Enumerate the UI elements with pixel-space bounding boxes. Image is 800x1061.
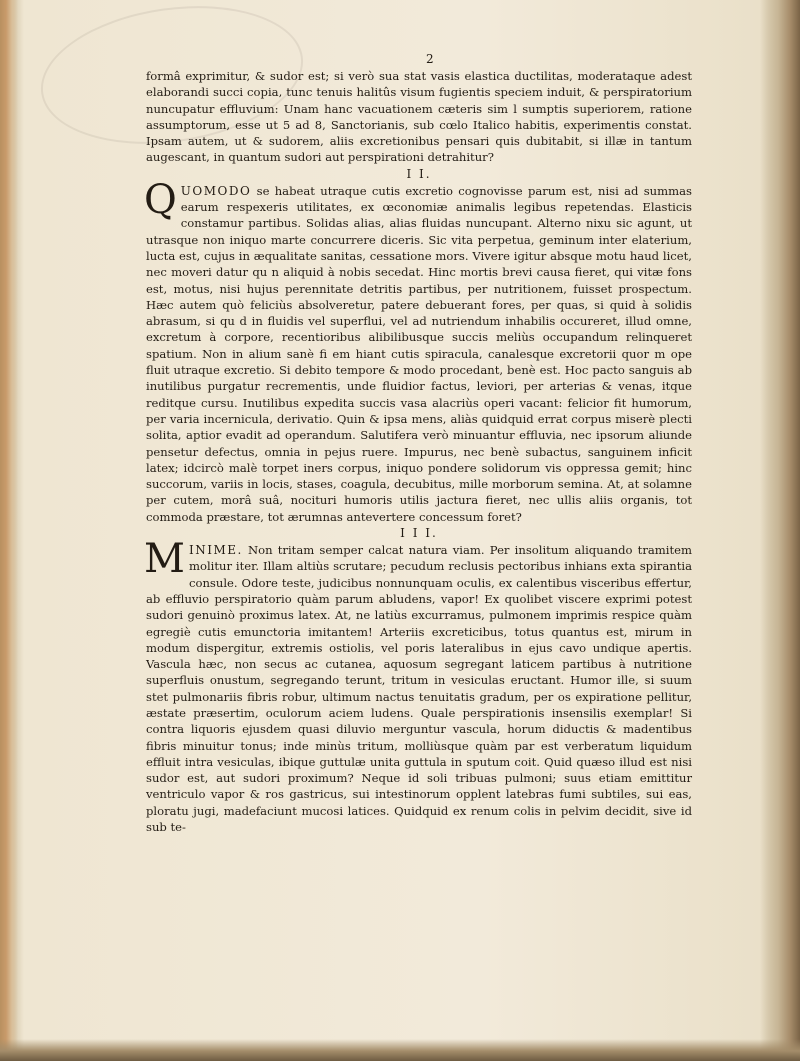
paragraph-2 — [144, 176, 692, 525]
page-bottom-edge — [0, 1039, 800, 1061]
lead-word-2: UOMODO — [180, 183, 252, 198]
section-number-2: I I. — [406, 166, 432, 181]
page-left-edge — [0, 0, 18, 1061]
page-right-edge — [760, 0, 800, 1061]
paragraph-2-text: se habeat utraque cutis excretio cognovisse parum est, nisi ad summas earum respexeris utilitates, ex œconomiæ animalis legibus repetendas. Elasticis constamur partibus. Solidas alias, alias fluidas nuncupant. Alterno nixu sic agunt, ut utrasque non iniquo marte concurrere diceris. Sic vita perpetua, geminum inter elaterium, lucta est, cujus in æqualitate sanitas, cessatione mors. Vivere igitur absque motu haud licet, nec moveri datur qu n aliquid à nobis secedat. Hinc mortis brevi causa fieret, qui vitæ fons est, motus, nisi hujus perennitate detritis partibus, per nutritionem, fuisset prospectum. Hæc autem quò feliciùs absolveretur, patere debuerant fores, per quas, si quid à solidis abrasum, si qu d in fluidis vel superflui, vel ad nutriendum inhabilis occureret, illud omne, excretum à corpore, recentioribus alibilibusque succis meliùs occupandum relinqueret spatium. Non in alium sanè fi em hiant cutis spiracula, canalesque excretorii quor m ope fluit utraque excretio. Si debito tempore & modo procedant, benè est. Hoc pacto sanguis ab inutilibus purgatur recrementis, unde fluidior factus, leviori, per arterias & venas, itque reditque cursu. Inutilibus expedita succis vasa alacriùs operi vacant: felicior fit humorum, per varia incernicula, derivatio. Quin & ipsa mens, aliàs quidquid errat corpus miserè plecti solita, aptior evadit ad operandum. Salutifera verò minuantur effluvia, nec ipsorum aliunde pensetur defectus, omnia in pejus ruere. Impurus, nec benè subactus, sanguinem inficit latex; idcircò malè torpet iners corpus, iniquo pondere solidorum vis oppressa gemit; hinc succorum, variis in locis, stases, coagula, decubitus, mille morborum semina. At, at solamne per cutem, morâ suâ, nocituri humoris utilis jactura fieret, nec ullis aliis organis, tot commoda præstare, tot ærumnas antevertere concessum foret? — [146, 183, 692, 524]
drop-cap-m: M — [144, 536, 185, 583]
paragraph-3-text: Non tritam semper calcat natura viam. Per insolitum aliquando tramitem molitur iter. Illam altiùs scrutare; pecudum reclusis pectoribus inhians exta spirantia consule. Odore teste, judicibus nonnunquam oculis, ex calentibus visceribus effertur, ab effluvio perspiratorio quàm parum abludens, vapor! Ex quolibet viscere exprimi potest sudori genuinò proximus latex. At, ne latiùs excurramus, pulmonem imprimis respice quàm egregiè cutis emunctoria imitantem! Arteriis excreticibus, totus quantus est, mirum in modum dispergitur, extremis ostiolis, vel poris lateralibus in ejus cavo undique apertis. Vascula hæc, non secus ac cutanea, aquosum segregant laticem partibus à nutritione superfluis onustum, segregando terunt, tritum in vesiculas eructant. Humor ille, si suum stet pulmonariis fibris robur, ultimum nactus tenuitatis gradum, per os expiratione pellitur, æstate præsertim, oculorum aciem ludens. Quale perspirationis insensilis exemplar! Si contra liquoris ejusdem quasi diluvio merguntur vascula, horum diductis & madentibus fibris minuitur tonus; inde minùs tritum, molliùsque quàm par est verberatum liquidum effluit intra vesiculas, ibique guttulæ unita guttula in sputum coit. Quid quæso illud est nisi sudor est, aut sudori proximum? Neque id soli tribuas pulmoni; suus etiam emittitur ventriculo vapor & ros gastricus, sui intestinorum opplent latebras fumi subtiles, sui eas, ploratu jugi, madefaciunt mucosi latices. Quidquid ex renum colis in pelvim decidit, sive id sub te- — [146, 543, 692, 835]
lead-word-3: INIME. — [188, 543, 243, 558]
text-block — [146, 52, 692, 835]
page-number: 2 — [426, 52, 434, 66]
drop-cap-q: Q — [144, 176, 177, 223]
section-number-3: I I I. — [400, 526, 438, 541]
paragraph-3 — [144, 536, 692, 835]
paragraph-1: formâ exprimitur, & sudor est; si verò sua stat vasis elastica ductilitas, moderataque adest elaborandi succi copia, tunc tenuis halitûs visum fugientis speciem induit, & perspiratorium nuncupatur effluvium: Unam hanc vacuationem cæteris sim l sumptis superiorem, ratione assumptorum, esse ut 5 ad 8, Sanctorianis, sub cœlo Italico habitis, experimentis constat. Ipsam autem, ut & sudorem, aliis excretionibus pensari quis dubitabit, si illæ in tantum augescant, in quantum sudori aut perspirationi detrahitur? — [146, 69, 692, 165]
